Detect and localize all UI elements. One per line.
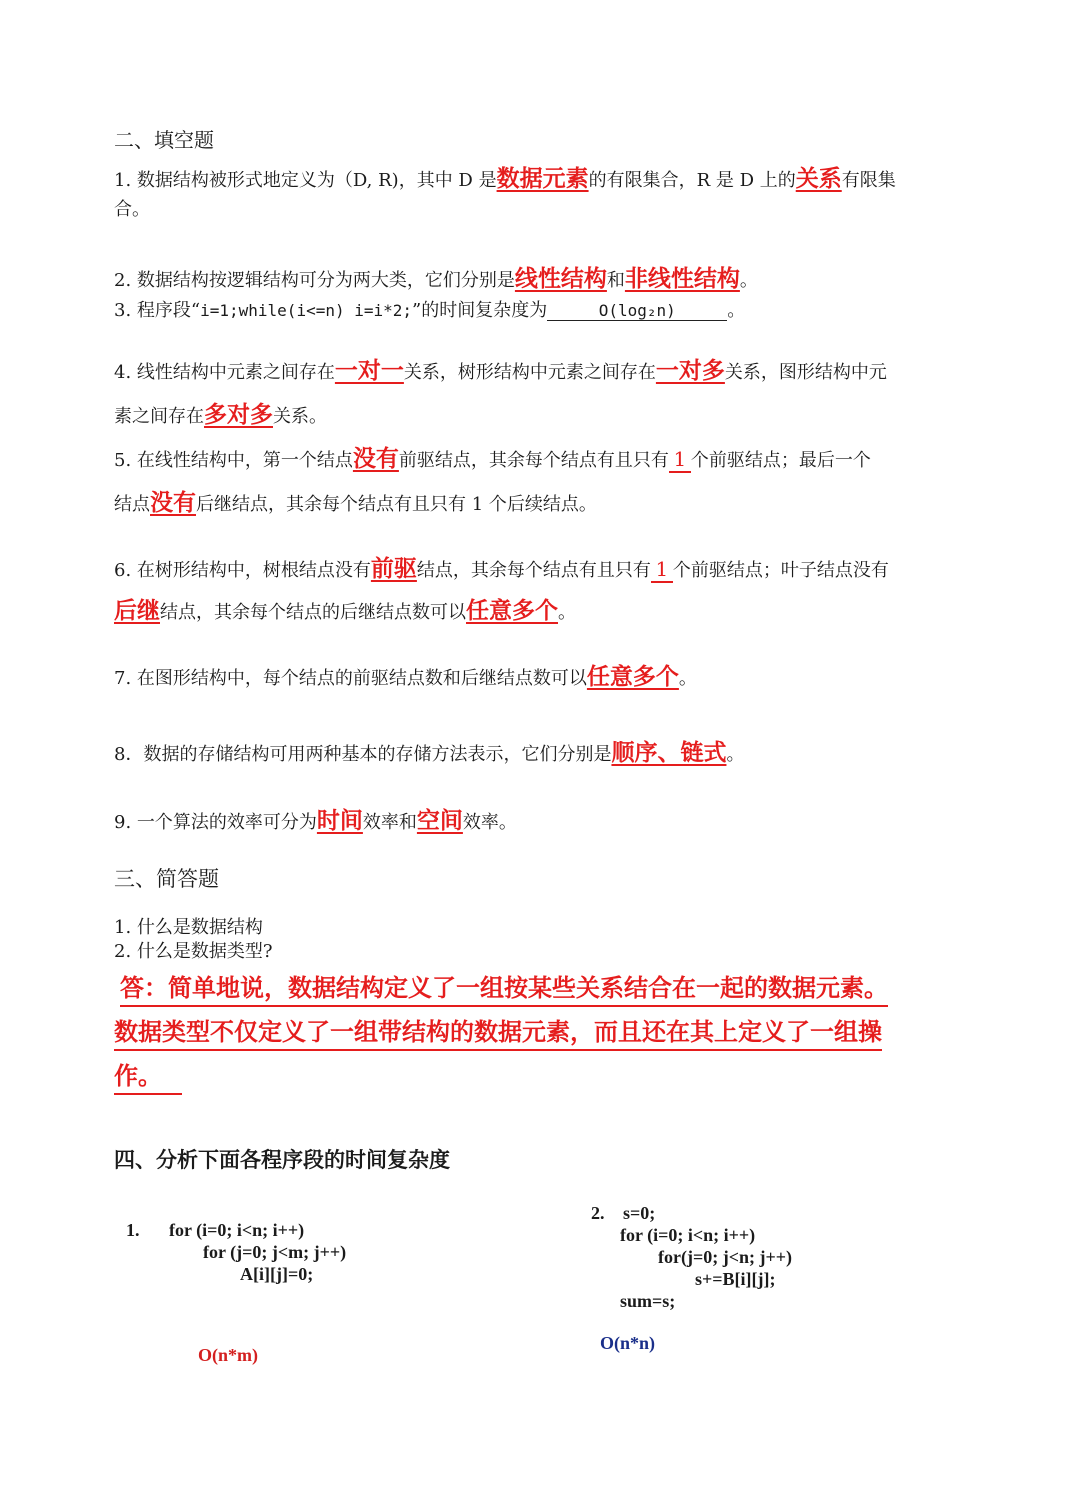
q7-text-post: 。 bbox=[678, 668, 697, 689]
section-4-title: 四、分析下面各程序段的时间复杂度 bbox=[114, 1148, 450, 1172]
q5-answer-3: 没有 bbox=[150, 490, 196, 516]
question-6-line1 bbox=[114, 550, 889, 583]
section-3-title: 三、简答题 bbox=[114, 867, 219, 891]
program-1-number: 1. bbox=[126, 1220, 140, 1240]
q9-answer-2: 空间 bbox=[416, 808, 463, 834]
program-1-line-2: for (j=0; j<m; j++) bbox=[203, 1242, 347, 1262]
q3-text-mid: ”的时间复杂度为 bbox=[412, 300, 548, 321]
q5-line2-post: 后继结点，其余每个结点有且只有 1 个后续结点。 bbox=[196, 494, 597, 515]
q2-answer-1: 线性结构 bbox=[514, 266, 607, 292]
q4-line2-pre: 素之间存在 bbox=[114, 406, 204, 427]
q6-answer-1: 前驱 bbox=[370, 556, 417, 582]
question-5-line2 bbox=[114, 484, 597, 517]
question-3 bbox=[114, 296, 745, 322]
q9-answer-1: 时间 bbox=[316, 808, 363, 834]
q3-answer: O(log₂n) bbox=[547, 301, 727, 321]
program-1-answer: O(n*m) bbox=[198, 1345, 258, 1365]
question-8 bbox=[114, 734, 744, 767]
q5-text-mid: 前驱结点，其余每个结点有且只有 bbox=[398, 450, 669, 471]
q9-text-pre: 9. 一个算法的效率可分为 bbox=[114, 812, 317, 833]
program-1-line-3: A[i][j]=0; bbox=[240, 1264, 314, 1284]
q5-text-pre: 5. 在线性结构中，第一个结点 bbox=[114, 450, 353, 471]
q3-code: i=1;while(i<=n) i=i*2; bbox=[200, 301, 413, 320]
q2-answer-2: 非线性结构 bbox=[624, 266, 740, 292]
program-2-answer: O(n*n) bbox=[600, 1333, 656, 1353]
q1-answer-1: 数据元素 bbox=[496, 166, 589, 192]
q5-answer-2: 1 bbox=[669, 447, 691, 473]
q7-answer-1: 任意多个 bbox=[586, 664, 679, 690]
q9-text-mid: 效率和 bbox=[362, 812, 417, 833]
q4-answer-2: 一对多 bbox=[655, 358, 725, 384]
program-2-line-1: for (i=0; i<n; i++) bbox=[620, 1225, 756, 1245]
question-2 bbox=[114, 260, 758, 293]
short-answer-question-1: 1. 什么是数据结构 bbox=[114, 917, 263, 938]
q7-text-pre: 7. 在图形结构中，每个结点的前驱结点数和后继结点数可以 bbox=[114, 668, 587, 689]
program-2-line-3: s+=B[i][j]; bbox=[695, 1269, 776, 1289]
program-1-line-1: for (i=0; i<n; i++) bbox=[169, 1220, 305, 1240]
q6-answer-4: 任意多个 bbox=[466, 598, 558, 624]
section-2-title: 二、填空题 bbox=[114, 128, 214, 152]
q3-text-post: 。 bbox=[727, 300, 746, 321]
q6-text-pre: 6. 在树形结构中，树根结点没有 bbox=[114, 560, 371, 581]
short-answer-question-2: 2. 什么是数据类型? bbox=[114, 941, 273, 962]
q2-text-mid: 和 bbox=[606, 270, 625, 291]
program-2-number: 2. bbox=[591, 1203, 605, 1223]
program-2-line-4: sum=s; bbox=[620, 1291, 676, 1311]
q6-line2-post: 。 bbox=[558, 602, 576, 623]
q4-line2-post: 关系。 bbox=[273, 406, 327, 427]
answer-text-2: 数据类型不仅定义了一组带结构的数据元素，而且还在其上定义了一组操 bbox=[114, 1018, 882, 1051]
q2-text-post: 。 bbox=[739, 270, 758, 291]
q4-answer-1: 一对一 bbox=[334, 358, 404, 384]
question-5-line1 bbox=[114, 440, 871, 473]
q6-line2-mid: 结点，其余每个结点的后继结点数可以 bbox=[160, 602, 466, 623]
q8-text-post: 。 bbox=[726, 744, 745, 765]
answer-text-3: 作。 bbox=[114, 1062, 182, 1095]
q6-answer-2: 1 bbox=[651, 557, 673, 583]
q1-text-mid: 的有限集合，R 是 D 上的 bbox=[588, 170, 796, 191]
q6-text-post: 个前驱结点；叶子结点没有 bbox=[672, 560, 889, 581]
q5-line2-pre: 结点 bbox=[114, 494, 150, 515]
answer-text-1: 答：简单地说，数据结构定义了一组按某些关系结合在一起的数据元素。 bbox=[120, 974, 888, 1007]
short-answer-line-3 bbox=[114, 1056, 182, 1091]
q4-text-mid: 关系，树形结构中元素之间存在 bbox=[403, 362, 656, 383]
question-1-line1 bbox=[114, 160, 896, 193]
q5-text-post: 个前驱结点；最后一个 bbox=[690, 450, 871, 471]
q2-text-pre: 2. 数据结构按逻辑结构可分为两大类，它们分别是 bbox=[114, 270, 515, 291]
q3-text-pre: 3. 程序段“ bbox=[114, 300, 201, 321]
program-2-line-2: for(j=0; j<n; j++) bbox=[658, 1247, 792, 1267]
question-6-line2 bbox=[114, 592, 576, 625]
q5-answer-1: 没有 bbox=[352, 446, 399, 472]
q1-text-post: 有限集 bbox=[841, 170, 896, 191]
question-9 bbox=[114, 802, 517, 835]
q1-answer-2: 关系 bbox=[795, 166, 842, 192]
question-1-line2: 合。 bbox=[114, 199, 150, 220]
question-4-line1 bbox=[114, 352, 887, 385]
q8-answer-1: 顺序、链式 bbox=[611, 740, 727, 766]
question-4-line2 bbox=[114, 396, 327, 429]
short-answer-line-2 bbox=[114, 1012, 882, 1047]
q6-text-mid: 结点，其余每个结点有且只有 bbox=[416, 560, 651, 581]
question-7 bbox=[114, 658, 697, 691]
q9-text-post: 效率。 bbox=[462, 812, 517, 833]
program-2-line-0: s=0; bbox=[623, 1203, 656, 1223]
q4-answer-3: 多对多 bbox=[204, 402, 273, 428]
q8-text-pre: 8．数据的存储结构可用两种基本的存储方法表示，它们分别是 bbox=[114, 744, 612, 765]
short-answer-line-1 bbox=[120, 968, 888, 1003]
q6-answer-3: 后继 bbox=[114, 598, 160, 624]
q1-text-pre: 1. 数据结构被形式地定义为（D, R)，其中 D 是 bbox=[114, 170, 497, 191]
q4-text-post: 关系，图形结构中元 bbox=[724, 362, 887, 383]
q4-text-pre: 4. 线性结构中元素之间存在 bbox=[114, 362, 335, 383]
